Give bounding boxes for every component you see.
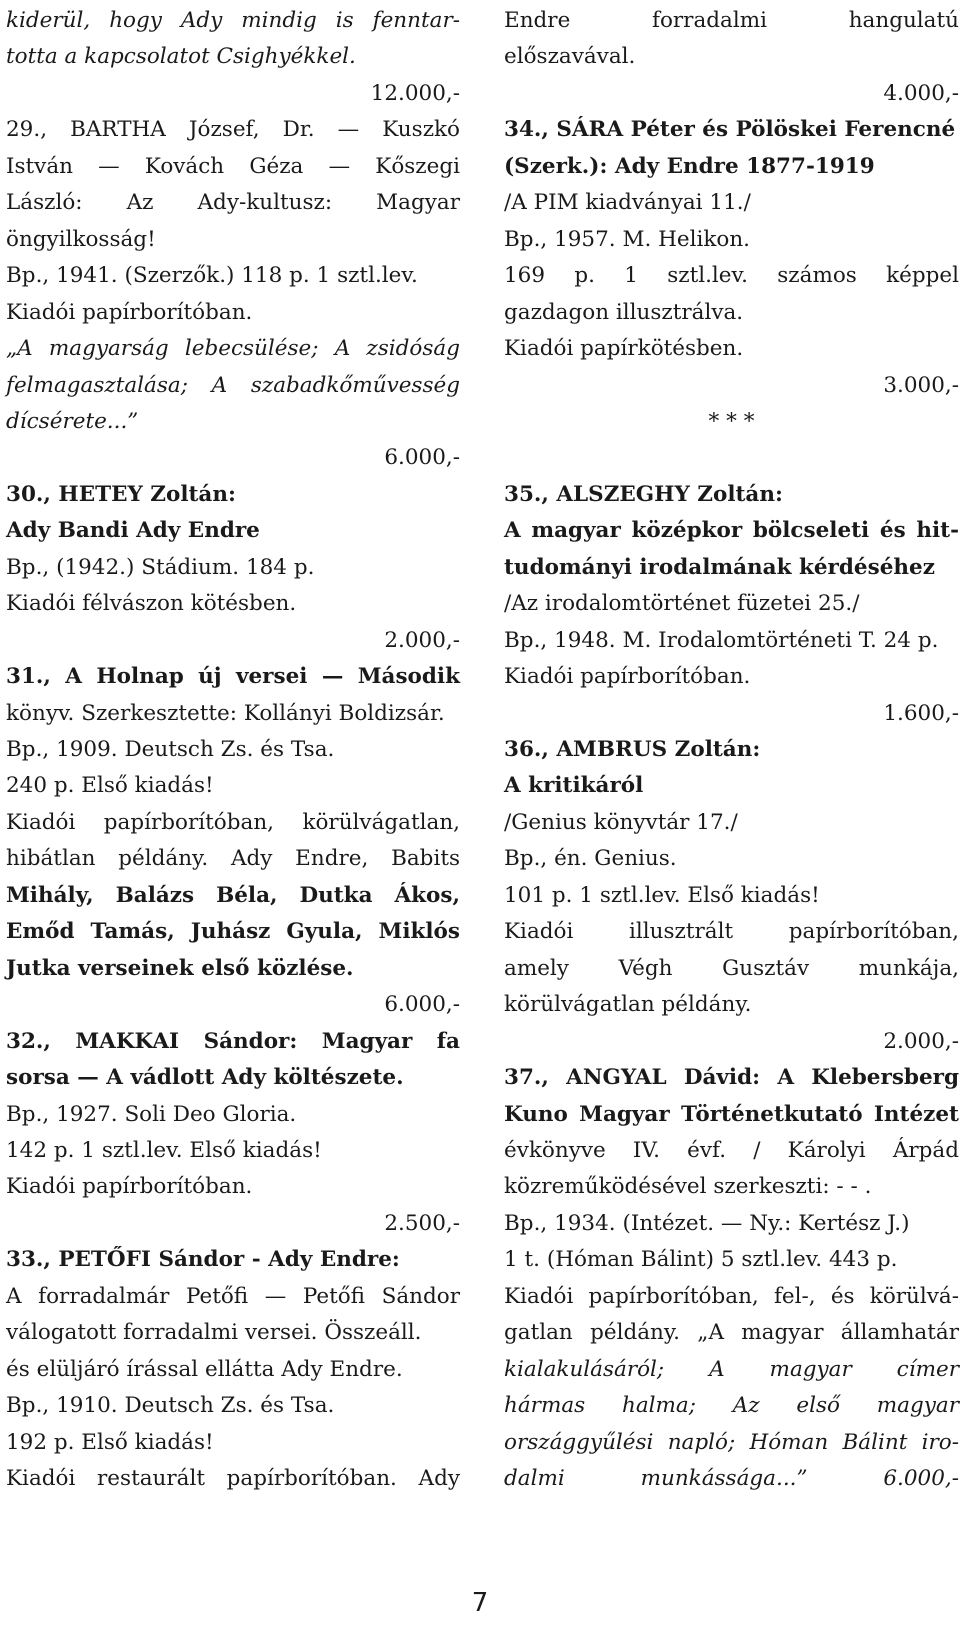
text-line: Bp., 1941. (Szerzők.) 118 p. 1 sztl.lev.	[6, 263, 418, 289]
text-line: 36., AMBRUS Zoltán:	[504, 737, 761, 762]
text-line: /Genius könyvtár 17./	[504, 809, 738, 835]
text-line: amely Végh Gusztáv munkája,	[504, 955, 959, 981]
text-line: országgyűlési napló; Hóman Bálint iro-	[504, 1429, 959, 1455]
text-line: 101 p. 1 sztl.lev. Első kiadás!	[504, 882, 820, 908]
text-line: Kiadói papírborítóban, fel-, és körülvá-	[504, 1283, 959, 1309]
text-line: dícsérete...”	[6, 408, 139, 434]
text-line: gatlan példány. „A magyar államhatár	[504, 1320, 959, 1346]
text-line: 34., SÁRA Péter és Pölöskei Ferencné	[504, 117, 956, 143]
text-line: (Szerk.): Ady Endre 1877-1919	[504, 153, 875, 179]
text-line: 169 p. 1 sztl.lev. számos képpel	[504, 263, 959, 289]
text-line: 2.000,-	[384, 627, 460, 653]
text-line: Endre forradalmi hangulatú	[504, 8, 959, 33]
text-line: sorsa — A vádlott Ady költészete.	[6, 1065, 404, 1091]
text-line: és elüljáró írással ellátta Ady Endre.	[6, 1356, 403, 1382]
text-line: válogatott forradalmi versei. Összeáll.	[6, 1320, 422, 1346]
text-line: kialakulásáról; A magyar címer	[504, 1356, 959, 1382]
text-line: Bp., 1910. Deutsch Zs. és Tsa.	[6, 1393, 335, 1419]
text-line: Kiadói papírkötésben.	[504, 336, 744, 362]
text-line: Emőd Tamás, Juhász Gyula, Miklós	[6, 919, 460, 945]
text-line: 31., A Holnap új versei — Második	[6, 664, 460, 690]
text-line: A magyar középkor bölcseleti és hit-	[504, 518, 959, 544]
text-line: 240 p. Első kiadás!	[6, 773, 214, 799]
text-line: A forradalmár Petőfi — Petőfi Sándor	[6, 1283, 460, 1309]
text-line: 6.000,-	[384, 445, 460, 471]
text-line: Bp., 1934. (Intézet. — Ny.: Kertész J.)	[504, 1210, 910, 1236]
text-line: közreműködésével szerkeszti: - - .	[504, 1174, 872, 1200]
text-line: előszavával.	[504, 44, 636, 70]
text-line: Bp., 1957. M. Helikon.	[504, 226, 751, 252]
text-line: 37., ANGYAL Dávid: A Klebersberg	[504, 1065, 959, 1091]
text-line: 29., BARTHA József, Dr. — Kuszkó	[6, 117, 460, 143]
text-line: Kiadói papírborítóban.	[6, 1174, 253, 1200]
text-line: Kiadói papírborítóban.	[6, 299, 253, 325]
text-line: 1 t. (Hóman Bálint) 5 sztl.lev. 443 p.	[504, 1247, 898, 1273]
text-line: hármas halma; Az első magyar	[504, 1393, 959, 1419]
text-line: könyv. Szerkesztette: Kollányi Boldizsár.	[6, 700, 445, 726]
text-line: /A PIM kiadványai 11./	[504, 190, 751, 216]
text-line: 12.000,-	[370, 80, 460, 106]
text-line: Kuno Magyar Történetkutató Intézet	[504, 1101, 959, 1127]
text-line: /Az irodalomtörténet füzetei 25./	[504, 591, 860, 617]
text-line: Mihály, Balázs Béla, Dutka Ákos,	[6, 882, 460, 908]
text-line: 192 p. Első kiadás!	[6, 1429, 214, 1455]
text-line: * * *	[708, 408, 755, 434]
text-line: Bp., 1927. Soli Deo Gloria.	[6, 1101, 297, 1127]
text-line: „A magyarság lebecsülése; A zsidóság	[6, 336, 460, 362]
text-line: Bp., 1948. M. Irodalomtörténeti T. 24 p.	[504, 627, 939, 653]
text-line: felmagasztalása; A szabadkőművesség	[6, 372, 460, 398]
text-line: Kiadói félvászon kötésben.	[6, 591, 297, 617]
text-line: 142 p. 1 sztl.lev. Első kiadás!	[6, 1137, 322, 1163]
text-line: 6.000,-	[384, 992, 460, 1018]
text-line: 33., PETŐFI Sándor - Ady Endre:	[6, 1247, 400, 1273]
text-line: 2.000,-	[883, 1028, 959, 1054]
text-line: Kiadói papírborítóban, körülvágatlan,	[6, 809, 460, 835]
text-line	[504, 439, 959, 476]
page-number: 7	[471, 1588, 489, 1618]
text-line: István — Kovách Géza — Kőszegi	[6, 153, 460, 179]
text-line: Bp., én. Genius.	[504, 846, 677, 872]
text-line: hibátlan példány. Ady Endre, Babits	[6, 846, 460, 872]
text-line: Kiadói papírborítóban.	[504, 664, 751, 690]
text-line: Bp., 1909. Deutsch Zs. és Tsa.	[6, 737, 335, 762]
text-line: dalmi munkássága...” 6.000,-	[504, 1466, 959, 1491]
text-line: A kritikáról	[504, 773, 644, 799]
text-line: 35., ALSZEGHY Zoltán:	[504, 481, 783, 507]
text-line: 3.000,-	[883, 372, 959, 398]
text-line: évkönyve IV. évf. / Károlyi Árpád	[504, 1137, 959, 1163]
text-line: Kiadói restaurált papírborítóban. Ady	[6, 1466, 460, 1491]
text-line: totta a kapcsolatot Csighyékkel.	[6, 44, 356, 70]
text-line: 4.000,-	[883, 80, 959, 106]
text-line: 30., HETEY Zoltán:	[6, 481, 236, 507]
text-line: 1.600,-	[883, 700, 959, 726]
text-line: László: Az Ady-kultusz: Magyar	[6, 190, 460, 216]
text-line: 2.500,-	[384, 1210, 460, 1236]
text-line: Ady Bandi Ady Endre	[6, 518, 260, 544]
text-line: Jutka verseinek első közlése.	[6, 955, 354, 981]
text-line: öngyilkosság!	[6, 226, 156, 252]
text-line: tudományi irodalmának kérdéséhez	[504, 554, 935, 580]
text-line: kiderül, hogy Ady mindig is fenntar-	[6, 8, 460, 33]
text-line: Bp., (1942.) Stádium. 184 p.	[6, 554, 315, 580]
text-line: körülvágatlan példány.	[504, 992, 752, 1018]
text-line: Kiadói illusztrált papírborítóban,	[504, 919, 959, 945]
text-line: 32., MAKKAI Sándor: Magyar fa	[6, 1028, 460, 1054]
text-line: gazdagon illusztrálva.	[504, 299, 744, 325]
